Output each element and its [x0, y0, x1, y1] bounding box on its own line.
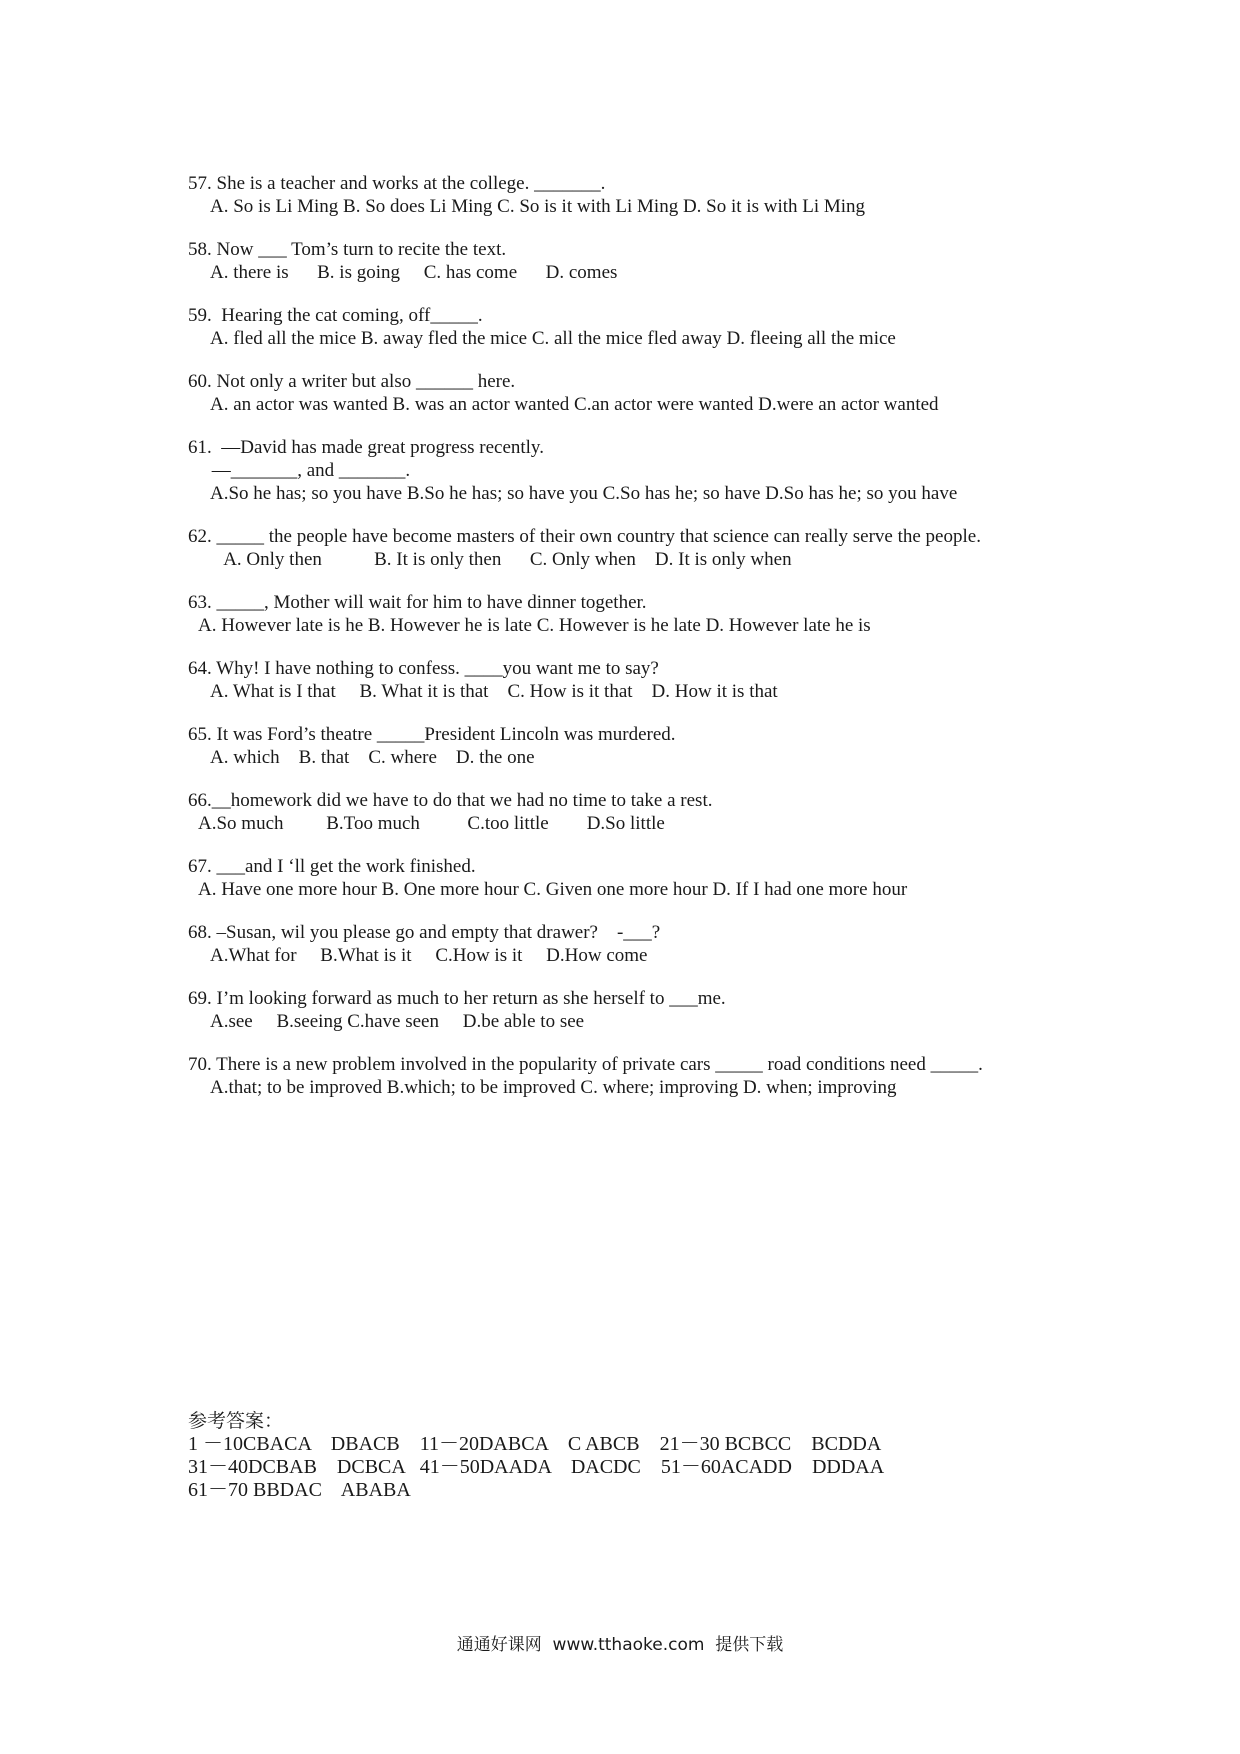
question-64: [188, 657, 1060, 703]
question-options: A. What is I that B. What it is that C. How is it that D. How it is that: [210, 681, 778, 702]
question-stem: 59. Hearing the cat coming, off_____.: [188, 305, 483, 326]
question-stem: 60. Not only a writer but also ______ here.: [188, 371, 516, 392]
question-66: [188, 789, 1060, 835]
question-stem: 66.__homework did we have to do that we had no time to take a rest.: [188, 790, 713, 811]
question-70: [188, 1053, 1060, 1099]
question-62: [188, 525, 1060, 571]
question-stem: 58. Now ___ Tom’s turn to recite the text.: [188, 239, 507, 260]
answer-key: [188, 1410, 1060, 1502]
question-options: A. However late is he B. However he is late C. However is he late D. However late he is: [198, 615, 871, 636]
question-stem: 61. —David has made great progress recently. —_______, and _______.: [188, 437, 544, 481]
question-69: [188, 987, 1060, 1033]
answer-key-line: 61－70 BBDAC ABABA: [188, 1479, 411, 1501]
question-58: [188, 238, 1060, 284]
question-options: A.So much B.Too much C.too little D.So little: [198, 813, 665, 834]
question-options: A.What for B.What is it C.How is it D.How come: [210, 945, 648, 966]
question-61: [188, 436, 1060, 505]
question-stem: 69. I’m looking forward as much to her return as she herself to ___me.: [188, 988, 726, 1009]
answer-key-line: 31－40DCBAB DCBCA 41－50DAADA DACDC 51－60ACADD DDDAA: [188, 1456, 885, 1478]
question-67: [188, 855, 1060, 901]
question-59: [188, 304, 1060, 350]
question-57: [188, 172, 1060, 218]
question-options: A. which B. that C. where D. the one: [210, 747, 535, 768]
footer-credit: 通通好课网 www.tthaoke.com 提供下载: [456, 1635, 784, 1655]
question-68: [188, 921, 1060, 967]
question-options: A. Only then B. It is only then C. Only when D. It is only when: [210, 549, 792, 570]
question-stem: 63. _____, Mother will wait for him to have dinner together.: [188, 592, 647, 613]
question-options: A. an actor was wanted B. was an actor wanted C.an actor were wanted D.were an actor wanted: [210, 394, 939, 415]
question-63: [188, 591, 1060, 637]
question-stem: 67. ___and I ‘ll get the work finished.: [188, 856, 476, 877]
question-options: A. there is B. is going C. has come D. comes: [210, 262, 618, 283]
question-60: [188, 370, 1060, 416]
answer-key-title: 参考答案：: [188, 1410, 284, 1432]
question-stem: 65. It was Ford’s theatre _____President Lincoln was murdered.: [188, 724, 676, 745]
question-options: A.So he has; so you have B.So he has; so have you C.So has he; so have D.So has he; so you have: [210, 483, 958, 504]
question-options: A.see B.seeing C.have seen D.be able to see: [210, 1011, 585, 1032]
answer-key-line: 1 －10CBACA DBACB 11－20DABCA C ABCB 21－30 BCBCC BCDDA: [188, 1433, 882, 1455]
question-65: [188, 723, 1060, 769]
question-stem: 68. –Susan, wil you please go and empty that drawer? -___?: [188, 922, 661, 943]
question-stem: 62. _____ the people have become masters of their own country that science can really serve the people.: [188, 526, 981, 547]
question-stem: 70. There is a new problem involved in the popularity of private cars _____ road conditions need _____.: [188, 1054, 983, 1075]
question-options: A. So is Li Ming B. So does Li Ming C. So is it with Li Ming D. So it is with Li Ming: [210, 196, 866, 217]
question-stem: 64. Why! I have nothing to confess. ____you want me to say?: [188, 658, 659, 679]
question-options: A.that; to be improved B.which; to be improved C. where; improving D. when; improving: [210, 1077, 897, 1098]
question-list: [188, 172, 1060, 1119]
question-options: A. fled all the mice B. away fled the mice C. all the mice fled away D. fleeing all the mice: [210, 328, 896, 349]
question-options: A. Have one more hour B. One more hour C. Given one more hour D. If I had one more hour: [198, 879, 908, 900]
question-stem: 57. She is a teacher and works at the college. _______.: [188, 173, 606, 194]
